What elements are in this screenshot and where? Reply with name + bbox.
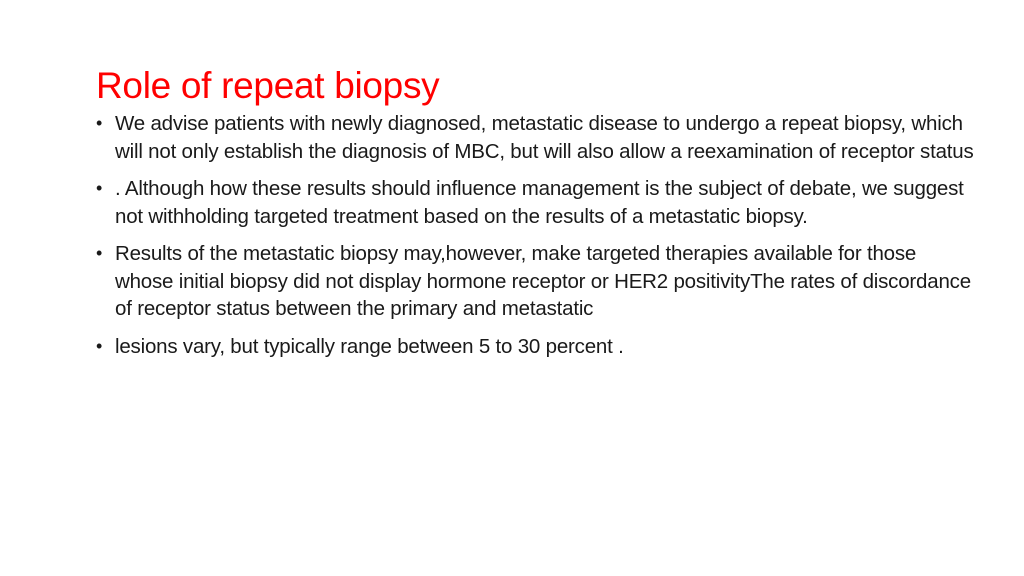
bullet-text: . Although how these results should influence management is the subject of debate, we suggest not withholding targeted treatment based on the results of a metastatic biopsy. <box>115 177 964 228</box>
bullet-dot-icon: • <box>96 335 103 356</box>
bullet-text: lesions vary, but typically range between 5 to 30 percent . <box>115 334 624 358</box>
bullet-item <box>96 175 976 230</box>
bullet-list <box>96 110 976 370</box>
bullet-item <box>96 240 976 323</box>
bullet-dot-icon: • <box>96 243 103 263</box>
slide-title: Role of repeat biopsy <box>96 65 440 106</box>
bullet-dot-icon: • <box>96 113 103 133</box>
bullet-item <box>96 333 976 361</box>
bullet-text: Results of the metastatic biopsy may,however, make targeted therapies available for those whose initial biopsy did not display hormone receptor or HER2 positivityThe rates of discordance of receptor status between the primary and metastatic <box>115 242 971 320</box>
bullet-dot-icon: • <box>96 178 103 198</box>
bullet-item <box>96 110 976 165</box>
bullet-text: We advise patients with newly diagnosed, metastatic disease to undergo a repeat biopsy, which will not only establish the diagnosis of MBC, but will also allow a reexamination of receptor status <box>115 112 974 163</box>
